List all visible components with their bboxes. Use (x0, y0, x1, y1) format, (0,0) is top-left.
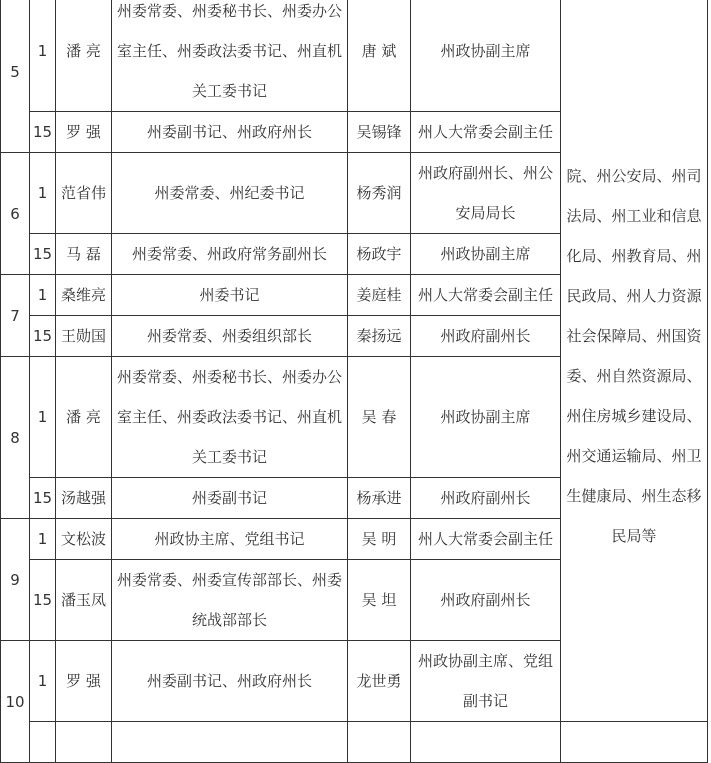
leader-title: 州政协主席、党组书记 (112, 519, 348, 560)
leader-title: 州委常委、州委秘书长、州委办公室主任、州委政法委书记、州直机关工委书记 (112, 357, 348, 478)
group-number: 7 (1, 275, 30, 357)
day-cell: 15 (30, 316, 56, 357)
day-cell: 1 (30, 275, 56, 316)
leader-name: 潘 亮 (56, 0, 112, 112)
day-cell: 1 (30, 641, 56, 722)
leader-name: 马 磊 (56, 234, 112, 275)
deputy-name (348, 722, 411, 763)
leader-title: 州委书记 (112, 275, 348, 316)
group-number: 5 (1, 0, 30, 153)
day-cell: 15 (30, 234, 56, 275)
leader-name: 潘 亮 (56, 357, 112, 478)
deputy-name: 杨政宇 (348, 234, 411, 275)
deputy-title: 州政协副主席 (411, 357, 561, 478)
leader-name: 桑维亮 (56, 275, 112, 316)
deputy-name: 吴 明 (348, 519, 411, 560)
leader-name: 汤越强 (56, 478, 112, 519)
day-cell: 1 (30, 0, 56, 112)
day-cell: 15 (30, 478, 56, 519)
day-cell: 1 (30, 357, 56, 478)
side-units-continued (561, 722, 708, 763)
leader-name: 罗 强 (56, 641, 112, 722)
deputy-name: 姜庭桂 (348, 275, 411, 316)
deputy-title: 州政府副州长 (411, 316, 561, 357)
deputy-name: 杨秀润 (348, 153, 411, 234)
deputy-name: 龙世勇 (348, 641, 411, 722)
leader-title (112, 722, 348, 763)
leader-title: 州委常委、州委宣传部部长、州委统战部部长 (112, 560, 348, 641)
leader-name: 范省伟 (56, 153, 112, 234)
deputy-title: 州人大常委会副主任 (411, 112, 561, 153)
group-number: 10 (1, 641, 30, 763)
deputy-name: 吴 坦 (348, 560, 411, 641)
leader-title: 州委常委、州纪委书记 (112, 153, 348, 234)
leader-title: 州委常委、州政府常务副州长 (112, 234, 348, 275)
deputy-name: 秦扬远 (348, 316, 411, 357)
leader-name (56, 722, 112, 763)
leader-title: 州委副书记、州政府州长 (112, 641, 348, 722)
deputy-title: 州政协副主席 (411, 0, 561, 112)
leader-name: 王勋国 (56, 316, 112, 357)
day-cell: 15 (30, 560, 56, 641)
deputy-title: 州政府副州长 (411, 560, 561, 641)
deputy-title: 州政协副主席 (411, 234, 561, 275)
deputy-title (411, 722, 561, 763)
side-units: 院、州公安局、州司法局、州工业和信息化局、州教育局、州民政局、州人力资源社会保障局、州国资委、州自然资源局、州住房城乡建设局、州交通运输局、州卫生健康局、州生态移民局等 (561, 0, 708, 722)
deputy-name: 吴 春 (348, 357, 411, 478)
deputy-title: 州政府副州长、州公安局局长 (411, 153, 561, 234)
day-cell: 1 (30, 519, 56, 560)
group-number: 9 (1, 519, 30, 641)
deputy-name: 吴锡锋 (348, 112, 411, 153)
leader-name: 文松波 (56, 519, 112, 560)
deputy-title: 州人大常委会副主任 (411, 519, 561, 560)
table-row (1, 0, 708, 112)
leader-name: 罗 强 (56, 112, 112, 153)
deputy-name: 唐 斌 (348, 0, 411, 112)
leader-title: 州委常委、州委组织部长 (112, 316, 348, 357)
deputy-name: 杨承进 (348, 478, 411, 519)
leader-title: 州委副书记、州政府州长 (112, 112, 348, 153)
deputy-title: 州政协副主席、党组副书记 (411, 641, 561, 722)
leader-title: 州委常委、州委秘书长、州委办公室主任、州委政法委书记、州直机关工委书记 (112, 0, 348, 112)
leader-name: 潘玉凤 (56, 560, 112, 641)
day-cell: 15 (30, 112, 56, 153)
day-cell (30, 722, 56, 763)
group-number: 6 (1, 153, 30, 275)
deputy-title: 州人大常委会副主任 (411, 275, 561, 316)
table-row (1, 722, 708, 763)
deputy-title: 州政府副州长 (411, 478, 561, 519)
leader-title: 州委副书记 (112, 478, 348, 519)
group-number: 8 (1, 357, 30, 519)
day-cell: 1 (30, 153, 56, 234)
